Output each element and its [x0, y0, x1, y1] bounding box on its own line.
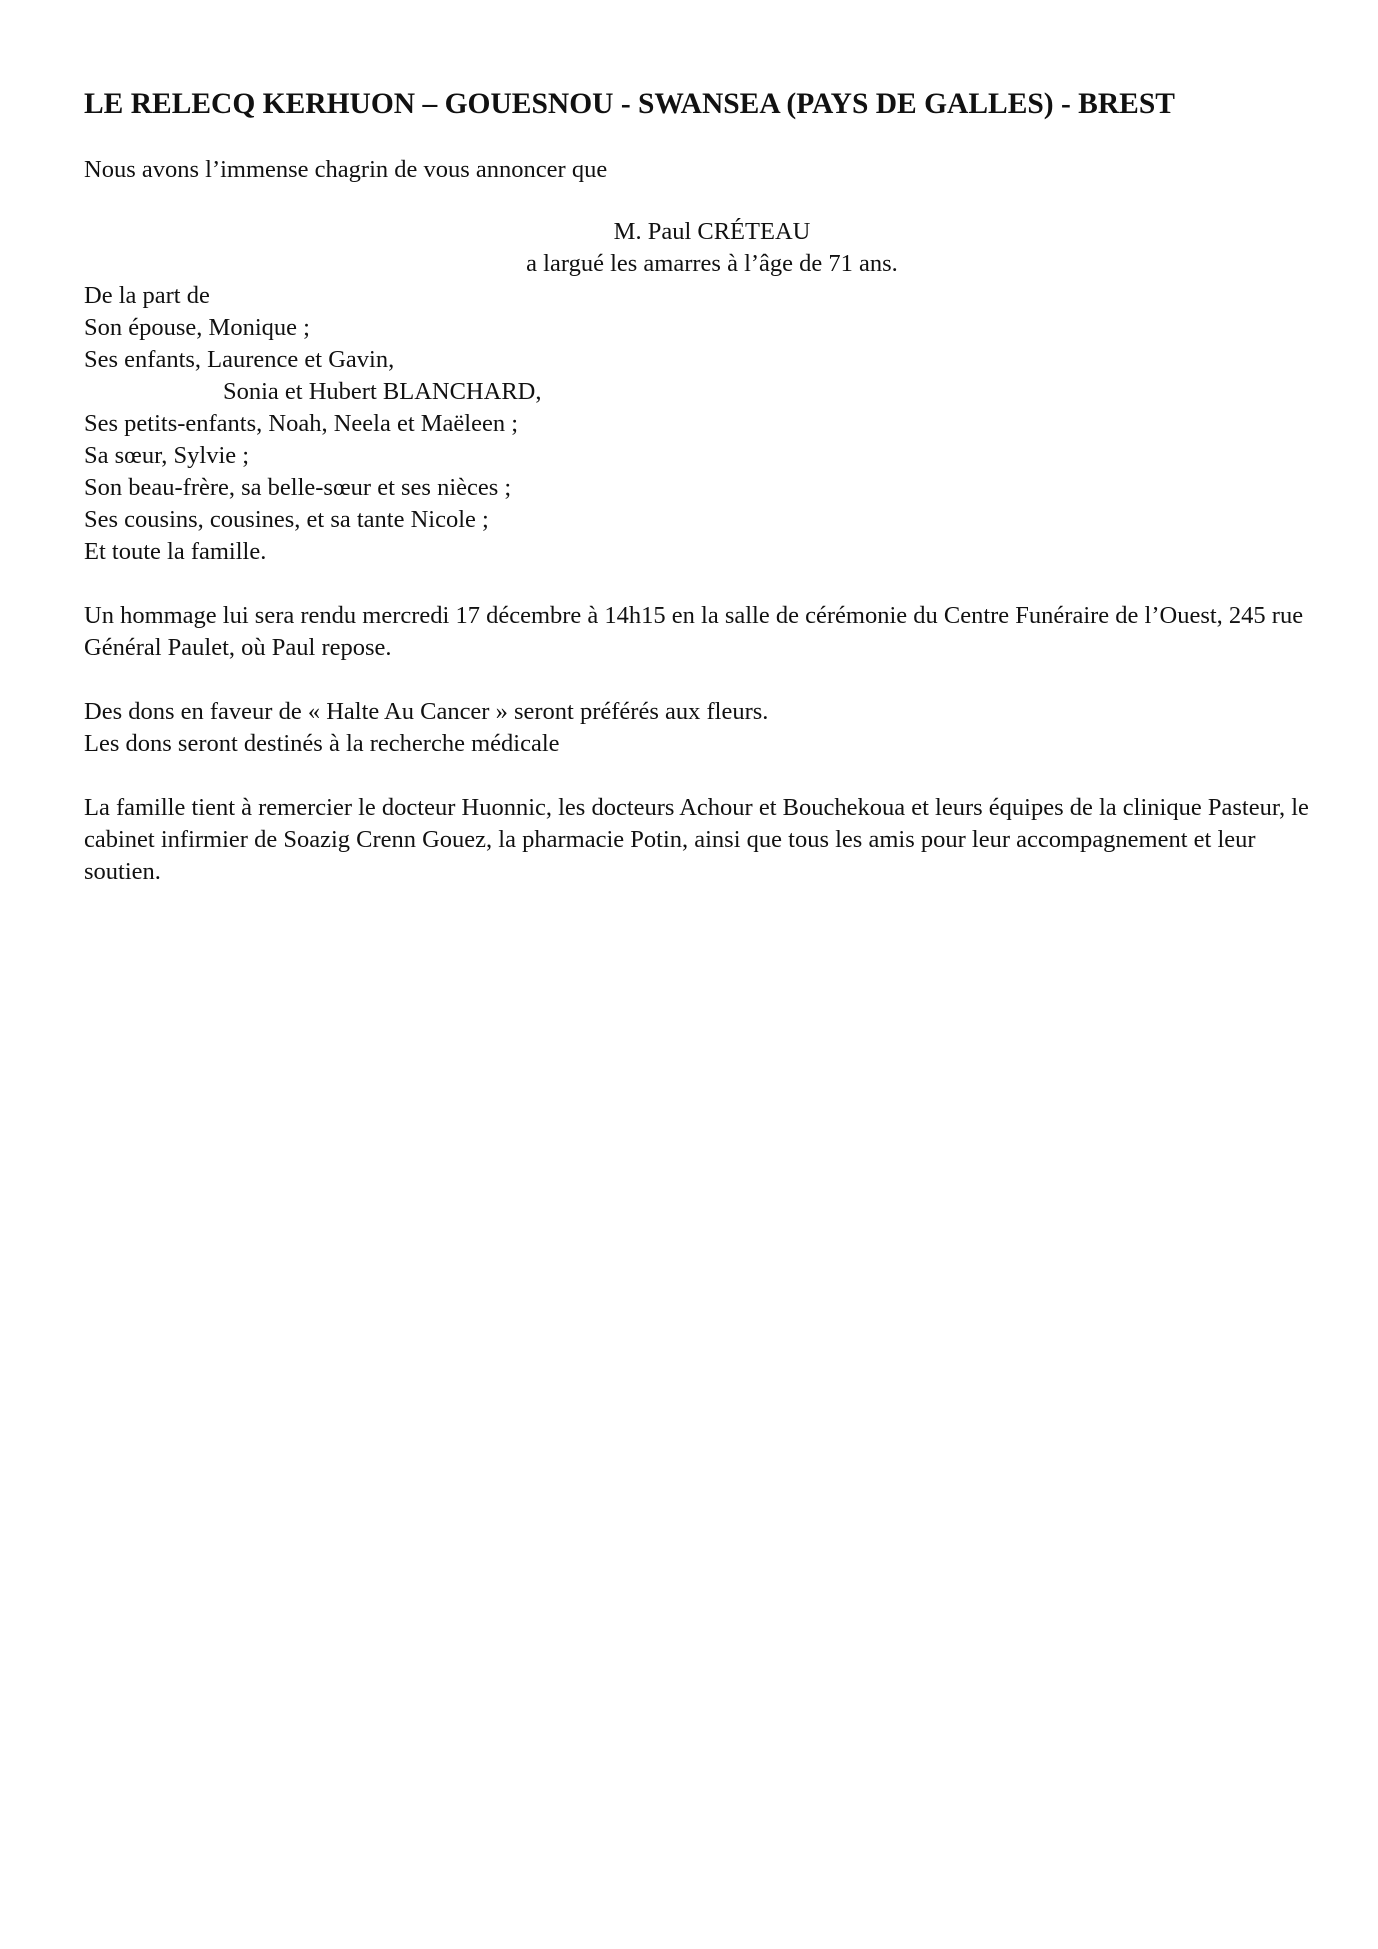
ceremony-paragraph: Un hommage lui sera rendu mercredi 17 décembre à 14h15 en la salle de cérémonie du Centre Funéraire de l’Ouest, 245 rue Général Paulet, où Paul repose.: [84, 602, 1304, 661]
family-member: Ses enfants, Laurence et Gavin,: [84, 346, 395, 373]
family-member: Ses cousins, cousines, et sa tante Nicole ;: [84, 506, 489, 533]
family-member: Sonia et Hubert BLANCHARD,: [223, 378, 542, 405]
donations-block: [84, 696, 1314, 760]
family-member: Ses petits-enfants, Noah, Neela et Maëleen ;: [84, 410, 519, 437]
donations-line: Les dons seront destinés à la recherche médicale: [84, 730, 560, 757]
family-member: Et toute la famille.: [84, 538, 267, 565]
age-line: a largué les amarres à l’âge de 71 ans.: [526, 250, 898, 277]
deceased-block: [84, 216, 1314, 280]
deceased-name: M. Paul CRÉTEAU: [613, 218, 811, 245]
family-member: Sa sœur, Sylvie ;: [84, 442, 250, 469]
family-list: [84, 280, 1314, 568]
location-header: LE RELECQ KERHUON – GOUESNOU - SWANSEA (PAYS DE GALLES) - BREST: [84, 88, 1175, 120]
document-page: [84, 84, 1314, 888]
family-member: Son épouse, Monique ;: [84, 314, 310, 341]
family-member: Son beau-frère, sa belle-sœur et ses nièces ;: [84, 474, 512, 501]
intro-text: Nous avons l’immense chagrin de vous annoncer que: [84, 156, 608, 183]
donations-line: Des dons en faveur de « Halte Au Cancer » seront préférés aux fleurs.: [84, 698, 769, 725]
from-line: De la part de: [84, 282, 210, 309]
thanks-paragraph: La famille tient à remercier le docteur Huonnic, les docteurs Achour et Bouchekoua et leurs équipes de la clinique Pasteur, le cabinet infirmier de Soazig Crenn Gouez, la pharmacie Potin, ainsi que tous les amis pour leur accompagnement et leur soutien.: [84, 794, 1309, 885]
